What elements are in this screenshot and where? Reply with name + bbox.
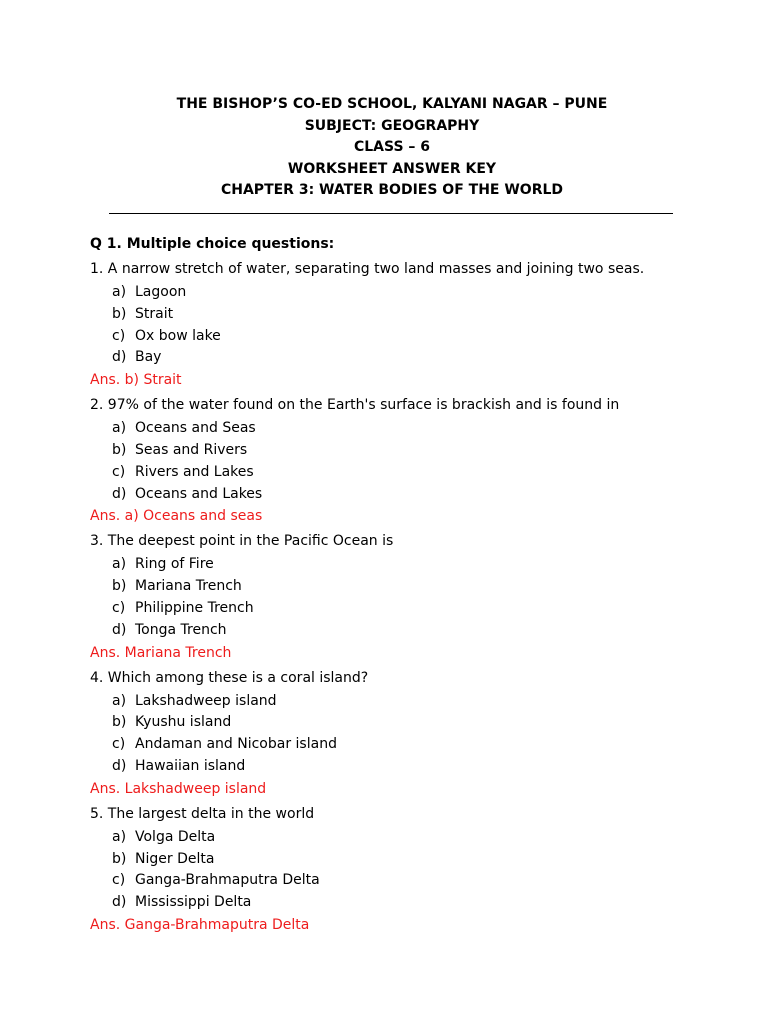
option-letter: c) (112, 872, 126, 889)
option-text: Rivers and Lakes (135, 463, 254, 480)
question-block-3 (90, 530, 710, 666)
option-text: Seas and Rivers (135, 441, 248, 458)
option-letter: b) (112, 441, 127, 458)
question-text: 2. 97% of the water found on the Earth's surface is brackish and is found in (90, 397, 620, 414)
option-a (90, 554, 710, 576)
options-list (90, 691, 710, 778)
question-text: 4. Which among these is a coral island? (90, 669, 369, 686)
question-block-2 (90, 394, 710, 530)
option-letter: b) (112, 850, 127, 867)
option-letter: b) (112, 305, 127, 322)
option-c (90, 734, 710, 756)
option-b (90, 440, 710, 462)
worksheet-title: WORKSHEET ANSWER KEY (287, 160, 497, 177)
answer-text: Ans. b) Strait (90, 372, 182, 389)
option-a (90, 282, 710, 304)
question-block-1 (90, 258, 710, 394)
option-text: Mississippi Delta (135, 894, 252, 911)
answer-text: Ans. a) Oceans and seas (90, 508, 263, 525)
option-letter: b) (112, 578, 127, 595)
option-letter: d) (112, 621, 127, 638)
option-letter: a) (112, 284, 127, 300)
answer-text: Ans. Ganga-Brahmaputra Delta (90, 916, 310, 933)
option-text: Philippine Trench (135, 599, 254, 616)
option-a (90, 827, 710, 849)
option-text: Tonga Trench (135, 621, 227, 638)
worksheet-content (90, 234, 710, 939)
question-text: 3. The deepest point in the Pacific Ocean is (90, 533, 394, 550)
school-name: THE BISHOP’S CO-ED SCHOOL, KALYANI NAGAR – PUNE (176, 96, 608, 112)
option-a (90, 691, 710, 713)
question-block-5 (90, 803, 710, 939)
option-c (90, 326, 710, 348)
option-text: Oceans and Seas (135, 420, 256, 437)
options-list (90, 554, 710, 641)
option-b (90, 576, 710, 598)
option-b (90, 712, 710, 734)
option-letter: c) (112, 327, 126, 344)
option-text: Hawaiian island (135, 757, 246, 774)
option-d (90, 347, 710, 369)
option-text: Bay (135, 349, 162, 366)
option-letter: c) (112, 463, 126, 480)
option-letter: c) (112, 736, 126, 753)
option-letter: d) (112, 485, 127, 502)
option-text: Lakshadweep island (135, 692, 277, 709)
option-letter: d) (112, 757, 127, 774)
section-title: Q 1. Multiple choice questions: (90, 236, 335, 252)
option-text: Volga Delta (135, 828, 216, 845)
answer-text: Ans. Lakshadweep island (90, 780, 267, 797)
option-letter: c) (112, 599, 126, 616)
chapter-title: CHAPTER 3: WATER BODIES OF THE WORLD (220, 182, 564, 198)
option-letter: a) (112, 556, 127, 573)
option-text: Mariana Trench (135, 578, 242, 595)
option-d (90, 620, 710, 642)
option-c (90, 870, 710, 892)
option-text: Ring of Fire (135, 556, 214, 573)
option-b (90, 304, 710, 326)
question-block-4 (90, 667, 710, 803)
answer-text: Ans. Mariana Trench (90, 644, 232, 661)
option-letter: a) (112, 692, 127, 709)
option-letter: b) (112, 714, 127, 731)
option-text: Strait (135, 305, 174, 322)
option-letter: a) (112, 420, 127, 437)
option-text: Kyushu island (135, 714, 232, 731)
option-text: Oceans and Lakes (135, 485, 263, 502)
document-header (0, 94, 768, 202)
option-letter: d) (112, 349, 127, 366)
option-letter: d) (112, 894, 127, 911)
option-d (90, 756, 710, 778)
options-list (90, 827, 710, 914)
question-text: 5. The largest delta in the world (90, 805, 315, 822)
option-text: Niger Delta (135, 850, 215, 867)
option-a (90, 418, 710, 440)
subject-line: SUBJECT: GEOGRAPHY (304, 117, 480, 134)
option-text: Ganga-Brahmaputra Delta (135, 872, 320, 889)
option-text: Lagoon (135, 284, 187, 300)
option-text: Ox bow lake (135, 327, 221, 344)
class-line: CLASS – 6 (353, 139, 431, 155)
option-c (90, 598, 710, 620)
options-list (90, 282, 710, 369)
option-d (90, 484, 710, 506)
option-b (90, 849, 710, 871)
option-d (90, 892, 710, 914)
option-letter: a) (112, 828, 127, 845)
question-text: 1. A narrow stretch of water, separating two land masses and joining two seas. (90, 261, 645, 277)
option-c (90, 462, 710, 484)
option-text: Andaman and Nicobar island (135, 736, 337, 753)
options-list (90, 418, 710, 505)
header-divider (109, 213, 673, 214)
